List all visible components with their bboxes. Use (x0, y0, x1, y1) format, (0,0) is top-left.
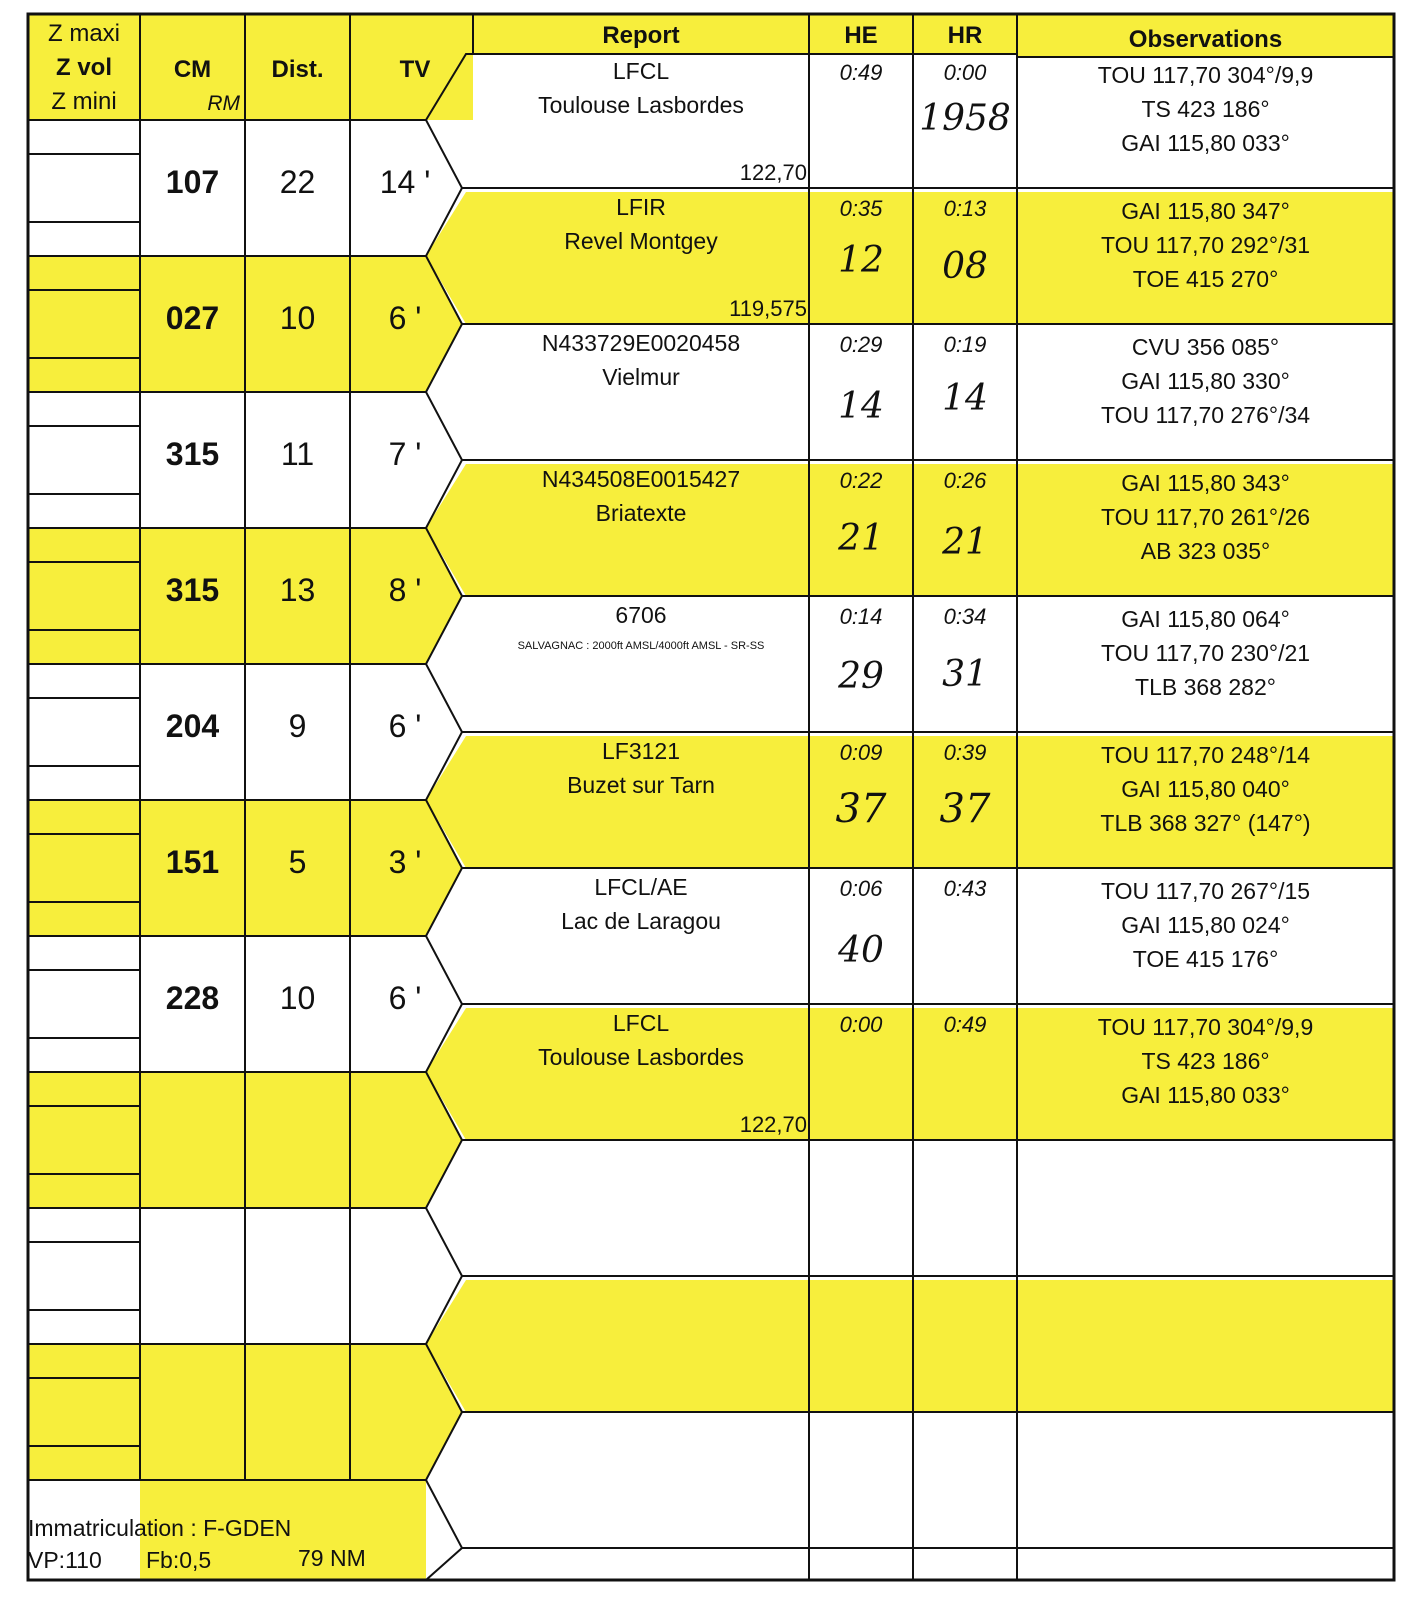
header-rm: RM (207, 92, 240, 115)
waypoint-code: LFIR (616, 194, 666, 220)
leg-distance: 9 (288, 708, 307, 744)
observation-line: TOU 117,70 230°/21 (1100, 640, 1311, 666)
waypoint-frequency: 122,70 (739, 1112, 807, 1137)
observation-line: GAI 115,80 330° (1121, 368, 1290, 394)
leg-time: 14 ' (379, 164, 431, 200)
waypoint-name: Toulouse Lasbordes (538, 1044, 744, 1070)
waypoint-code: N433729E0020458 (541, 330, 741, 356)
real-time: 0:19 (943, 332, 987, 357)
real-time: 0:13 (943, 196, 987, 221)
estimated-time: 0:00 (839, 1012, 883, 1037)
observation-line: TOU 117,70 276°/34 (1100, 402, 1311, 428)
observation-line: GAI 115,80 024° (1121, 912, 1290, 938)
waypoint-name: Toulouse Lasbordes (538, 92, 744, 118)
handwritten-real-time: 37 (939, 786, 991, 832)
observation-line: TLB 368 282° (1135, 674, 1276, 700)
magnetic-course: 204 (165, 708, 220, 744)
magnetic-course: 027 (165, 300, 220, 336)
handwritten-estimated-time: 21 (838, 518, 884, 559)
handwritten-real-time: 21 (942, 522, 988, 563)
total-distance: 79 NM (298, 1545, 366, 1571)
handwritten-estimated-time: 29 (838, 656, 884, 697)
observation-line: TOU 117,70 304°/9,9 (1097, 1014, 1314, 1040)
observation-line: GAI 115,80 064° (1121, 606, 1290, 632)
header-hr: HR (947, 22, 983, 49)
waypoint-name: Lac de Laragou (561, 908, 721, 934)
leg-distance: 22 (279, 164, 316, 200)
leg-time: 6 ' (388, 980, 422, 1016)
magnetic-course: 315 (165, 436, 220, 472)
waypoint-code: LF3121 (601, 738, 680, 764)
header-he: HE (844, 22, 878, 49)
real-time: 0:00 (943, 60, 987, 85)
observation-line: TOU 117,70 267°/15 (1100, 878, 1311, 904)
observation-line: TS 423 186° (1141, 96, 1270, 122)
observation-line: TOU 117,70 248°/14 (1100, 742, 1311, 768)
estimated-time: 0:29 (839, 332, 883, 357)
waypoint-code: LFCL (612, 58, 670, 84)
leg-time: 3 ' (388, 844, 422, 880)
real-time: 0:34 (943, 604, 987, 629)
estimated-time: 0:06 (839, 876, 883, 901)
leg-time: 6 ' (388, 708, 422, 744)
magnetic-course: 315 (165, 572, 220, 608)
waypoint-name: Buzet sur Tarn (567, 772, 715, 798)
handwritten-real-time: 1958 (919, 98, 1011, 139)
observation-line: TOE 415 176° (1132, 946, 1279, 972)
header-dist: Dist. (271, 56, 324, 83)
estimated-time: 0:09 (839, 740, 883, 765)
header-alt-maxi: Z maxi (48, 20, 120, 47)
observation-line: TOU 117,70 304°/9,9 (1097, 62, 1314, 88)
waypoint-frequency: 119,575 (729, 296, 807, 321)
real-time: 0:43 (943, 876, 987, 901)
real-time: 0:26 (943, 468, 987, 493)
observation-line: GAI 115,80 347° (1121, 198, 1290, 224)
header-tv: TV (399, 56, 431, 83)
magnetic-course: 228 (165, 980, 220, 1016)
estimated-time: 0:22 (839, 468, 883, 493)
header-observations: Observations (1128, 26, 1283, 53)
waypoint-name: SALVAGNAC : 2000ft AMSL/4000ft AMSL - SR-SS (517, 640, 765, 652)
fuel-burn: Fb:0,5 (146, 1547, 212, 1573)
handwritten-real-time: 31 (942, 654, 988, 695)
waypoint-code: 6706 (615, 602, 667, 628)
aircraft-registration: Immatriculation : F-GDEN (28, 1515, 292, 1541)
cruise-speed: VP:110 (28, 1547, 102, 1573)
observation-line: TOE 415 270° (1132, 266, 1279, 292)
observation-line: AB 323 035° (1140, 538, 1271, 564)
leg-time: 6 ' (388, 300, 422, 336)
header-cm: CM (173, 56, 212, 83)
leg-time: 7 ' (388, 436, 422, 472)
handwritten-estimated-time: 14 (838, 386, 884, 427)
observation-line: GAI 115,80 033° (1121, 130, 1290, 156)
observation-line: TLB 368 327° (147°) (1100, 810, 1311, 836)
observation-line: TS 423 186° (1141, 1048, 1270, 1074)
real-time: 0:39 (943, 740, 987, 765)
magnetic-course: 151 (165, 844, 220, 880)
handwritten-real-time: 08 (942, 246, 988, 287)
handwritten-estimated-time: 40 (838, 930, 884, 971)
waypoint-name: Revel Montgey (564, 228, 718, 254)
handwritten-estimated-time: 37 (835, 786, 887, 832)
waypoint-code: N434508E0015427 (541, 466, 741, 492)
waypoint-name: Briatexte (595, 500, 687, 526)
observation-line: TOU 117,70 292°/31 (1100, 232, 1311, 258)
header-report: Report (602, 22, 680, 49)
observation-line: GAI 115,80 033° (1121, 1082, 1290, 1108)
leg-distance: 10 (279, 300, 316, 336)
handwritten-real-time: 14 (942, 378, 988, 419)
estimated-time: 0:14 (839, 604, 883, 629)
leg-distance: 11 (280, 436, 315, 472)
leg-distance: 10 (279, 980, 316, 1016)
waypoint-name: Vielmur (602, 364, 680, 390)
leg-time: 8 ' (388, 572, 422, 608)
estimated-time: 0:49 (839, 60, 883, 85)
leg-distance: 5 (288, 844, 307, 880)
estimated-time: 0:35 (839, 196, 883, 221)
leg-distance: 13 (279, 572, 316, 608)
waypoint-code: LFCL (612, 1010, 670, 1036)
observation-line: TOU 117,70 261°/26 (1100, 504, 1311, 530)
waypoint-frequency: 122,70 (739, 160, 807, 185)
observation-line: GAI 115,80 040° (1121, 776, 1290, 802)
header-alt-vol: Z vol (55, 54, 112, 81)
real-time: 0:49 (943, 1012, 987, 1037)
observation-line: GAI 115,80 343° (1121, 470, 1290, 496)
magnetic-course: 107 (165, 164, 220, 200)
observation-line: CVU 356 085° (1131, 334, 1280, 360)
handwritten-estimated-time: 12 (838, 240, 884, 281)
header-alt-mini: Z mini (51, 88, 117, 115)
waypoint-code: LFCL/AE (594, 874, 688, 900)
